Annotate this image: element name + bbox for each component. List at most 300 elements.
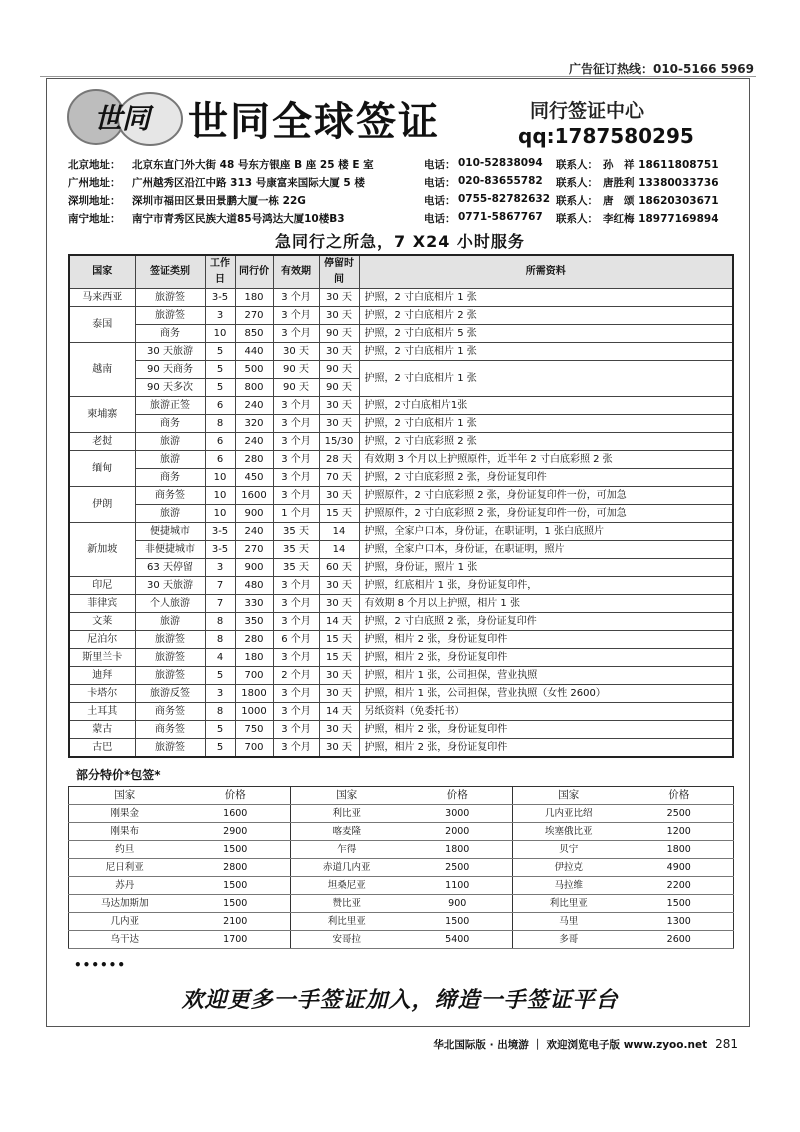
table-row <box>69 307 733 325</box>
logo-mark <box>66 86 184 148</box>
special-country: 埃塞俄比亚 <box>513 823 625 841</box>
service-slogan: 急同行之所急，7 X24 小时服务 <box>275 232 525 251</box>
cell-documents: 护照，2寸白底相片1张 <box>359 397 733 415</box>
cell-validity: 3 个月 <box>273 289 319 307</box>
cell-visa-type: 个人旅游 <box>135 595 205 613</box>
special-price: 3000 <box>403 805 513 823</box>
cell-visa-type: 旅游正签 <box>135 397 205 415</box>
cell-visa-type: 旅游签 <box>135 649 205 667</box>
logo-text: 世同 <box>93 102 151 135</box>
tel-label: 电话： <box>424 177 456 189</box>
table-row <box>69 685 733 703</box>
cell-price: 480 <box>235 577 273 595</box>
cell-documents: 护照原件，2 寸白底彩照 2 张，身份证复印件一份，可加急 <box>359 487 733 505</box>
table-row <box>69 721 733 739</box>
special-header-price-2: 价格 <box>403 787 513 805</box>
cell-documents: 另纸资料（免委托书） <box>359 703 733 721</box>
brand-name: 世同全球签证 <box>188 99 440 145</box>
cell-workdays: 3 <box>205 559 235 577</box>
cell-stay: 30 天 <box>319 577 359 595</box>
cell-visa-type: 63 天停留 <box>135 559 205 577</box>
cell-documents: 有效期 3 个月以上护照原件，近半年 2 寸白底彩照 2 张 <box>359 451 733 469</box>
cell-stay: 30 天 <box>319 721 359 739</box>
special-country: 伊拉克 <box>513 859 625 877</box>
table-row <box>69 433 733 451</box>
special-country: 马拉维 <box>513 877 625 895</box>
cell-workdays: 6 <box>205 397 235 415</box>
cell-documents: 护照，全家户口本，身份证，在职证明，1 张白底照片 <box>359 523 733 541</box>
special-country: 贝宁 <box>513 841 625 859</box>
special-offers-title: 部分特价*包签* <box>76 768 161 782</box>
header-workdays: 工作日 <box>205 255 235 289</box>
cell-stay: 30 天 <box>319 595 359 613</box>
cell-country: 土耳其 <box>69 703 135 721</box>
cell-price: 330 <box>235 595 273 613</box>
cell-country: 斯里兰卡 <box>69 649 135 667</box>
cell-visa-type: 旅游 <box>135 433 205 451</box>
table-row <box>69 805 734 823</box>
cell-price: 700 <box>235 739 273 758</box>
table-row <box>69 415 733 433</box>
cell-documents: 护照，相片 2 张，身份证复印件 <box>359 649 733 667</box>
cell-country: 尼泊尔 <box>69 631 135 649</box>
cell-documents: 护照，2 寸白底相片 1 张 <box>359 415 733 433</box>
special-price: 1500 <box>625 895 734 913</box>
special-price: 2500 <box>403 859 513 877</box>
address-line <box>68 211 758 228</box>
cell-price: 900 <box>235 559 273 577</box>
cell-country: 越南 <box>69 343 135 397</box>
cell-workdays: 3 <box>205 307 235 325</box>
table-row <box>69 841 734 859</box>
cell-workdays: 4 <box>205 649 235 667</box>
cell-country: 卡塔尔 <box>69 685 135 703</box>
special-country: 乍得 <box>291 841 403 859</box>
address-label: 广州地址： <box>68 177 121 189</box>
cell-visa-type: 30 天旅游 <box>135 343 205 361</box>
header-validity: 有效期 <box>273 255 319 289</box>
cell-visa-type: 旅游 <box>135 505 205 523</box>
special-country: 刚果布 <box>69 823 181 841</box>
cell-country: 缅甸 <box>69 451 135 487</box>
cell-workdays: 5 <box>205 343 235 361</box>
cell-validity: 3 个月 <box>273 451 319 469</box>
cell-stay: 15 天 <box>319 649 359 667</box>
special-header-country-1: 国家 <box>69 787 181 805</box>
cell-stay: 30 天 <box>319 343 359 361</box>
special-price: 1500 <box>181 841 291 859</box>
address-text: 北京东直门外大街 48 号东方银座 B 座 25 楼 E 室 <box>132 159 374 171</box>
cell-validity: 35 天 <box>273 559 319 577</box>
cell-validity: 3 个月 <box>273 307 319 325</box>
table-row <box>69 913 734 931</box>
cell-price: 450 <box>235 469 273 487</box>
cell-documents: 护照，相片 2 张，身份证复印件 <box>359 631 733 649</box>
cell-stay: 30 天 <box>319 415 359 433</box>
cell-country: 印尼 <box>69 577 135 595</box>
cell-visa-type: 30 天旅游 <box>135 577 205 595</box>
cell-documents: 护照，全家户口本，身份证，在职证明，照片 <box>359 541 733 559</box>
special-country: 坦桑尼亚 <box>291 877 403 895</box>
address-label: 南宁地址： <box>68 213 121 225</box>
cell-documents: 护照，红底相片 1 张，身份证复印件， <box>359 577 733 595</box>
special-header-country-2: 国家 <box>291 787 403 805</box>
table-row <box>69 343 733 361</box>
cell-visa-type: 商务 <box>135 469 205 487</box>
special-price: 1800 <box>403 841 513 859</box>
cell-stay: 70 天 <box>319 469 359 487</box>
page-number: 281 <box>715 1037 738 1051</box>
cell-documents: 护照原件，2 寸白底彩照 2 张，身份证复印件一份，可加急 <box>359 505 733 523</box>
contact-label: 联系人： <box>556 213 598 225</box>
table-row <box>69 559 733 577</box>
table-row <box>69 289 733 307</box>
cell-stay: 15 天 <box>319 631 359 649</box>
cell-stay: 30 天 <box>319 667 359 685</box>
cell-documents: 护照，相片 1 张，公司担保，营业执照（女性 2600） <box>359 685 733 703</box>
cell-price: 240 <box>235 397 273 415</box>
header-price: 同行价 <box>235 255 273 289</box>
cell-workdays: 5 <box>205 379 235 397</box>
header-stay: 停留时间 <box>319 255 359 289</box>
cell-stay: 14 天 <box>319 703 359 721</box>
contact-label: 联系人： <box>556 159 598 171</box>
cell-stay: 30 天 <box>319 307 359 325</box>
table-row <box>69 397 733 415</box>
cell-stay: 90 天 <box>319 361 359 379</box>
cell-workdays: 5 <box>205 667 235 685</box>
cell-visa-type: 便捷城市 <box>135 523 205 541</box>
special-country: 利比里亚 <box>291 913 403 931</box>
cell-validity: 3 个月 <box>273 739 319 758</box>
cell-validity: 3 个月 <box>273 649 319 667</box>
cell-workdays: 10 <box>205 487 235 505</box>
cell-stay: 30 天 <box>319 487 359 505</box>
contact-person: 李红梅 18977169894 <box>603 213 719 225</box>
cell-documents: 护照，2 寸白底彩照 2 张，身份证复印件 <box>359 469 733 487</box>
cell-validity: 2 个月 <box>273 667 319 685</box>
cell-documents: 护照，2 寸白底相片 1 张 <box>359 343 733 361</box>
special-country: 几内亚比绍 <box>513 805 625 823</box>
special-price: 1600 <box>181 805 291 823</box>
table-row <box>69 469 733 487</box>
cell-documents: 护照，2 寸白底照 2 张，身份证复印件 <box>359 613 733 631</box>
cell-workdays: 7 <box>205 595 235 613</box>
table-row <box>69 739 733 758</box>
cell-validity: 90 天 <box>273 361 319 379</box>
cell-country: 柬埔寨 <box>69 397 135 433</box>
special-country: 约旦 <box>69 841 181 859</box>
special-price: 2600 <box>625 931 734 949</box>
cell-price: 350 <box>235 613 273 631</box>
cell-stay: 14 <box>319 523 359 541</box>
special-country: 利比里亚 <box>513 895 625 913</box>
cell-country: 伊朗 <box>69 487 135 523</box>
cell-price: 800 <box>235 379 273 397</box>
special-price: 2000 <box>403 823 513 841</box>
contact-person: 唐 颂 18620303671 <box>603 195 719 207</box>
tel-number: 010-52838094 <box>458 157 543 169</box>
cell-workdays: 3 <box>205 685 235 703</box>
visa-table-header <box>69 255 733 289</box>
table-row <box>69 361 733 379</box>
table-row <box>69 895 734 913</box>
special-price: 2800 <box>181 859 291 877</box>
cell-validity: 3 个月 <box>273 685 319 703</box>
cell-visa-type: 旅游签 <box>135 289 205 307</box>
special-price: 2100 <box>181 913 291 931</box>
cell-validity: 3 个月 <box>273 613 319 631</box>
cell-price: 1800 <box>235 685 273 703</box>
address-text: 深圳市福田区景田景鹏大厦一栋 22G <box>132 195 306 207</box>
special-price: 2900 <box>181 823 291 841</box>
cell-workdays: 3-5 <box>205 523 235 541</box>
tel-number: 0771-5867767 <box>458 211 543 223</box>
cell-validity: 3 个月 <box>273 325 319 343</box>
cell-country: 新加坡 <box>69 523 135 577</box>
cell-price: 1000 <box>235 703 273 721</box>
cell-documents: 护照，2 寸白底相片 1 张 <box>359 361 733 397</box>
address-line <box>68 157 758 174</box>
cell-documents: 护照，身份证，照片 1 张 <box>359 559 733 577</box>
cell-visa-type: 旅游签 <box>135 739 205 758</box>
cell-documents: 护照，2 寸白底相片 5 张 <box>359 325 733 343</box>
cell-validity: 3 个月 <box>273 703 319 721</box>
table-row <box>69 703 733 721</box>
cell-visa-type: 旅游签 <box>135 631 205 649</box>
cell-documents: 护照，2 寸白底彩照 2 张 <box>359 433 733 451</box>
special-country: 马里 <box>513 913 625 931</box>
table-row <box>69 859 734 877</box>
cell-country: 泰国 <box>69 307 135 343</box>
visa-table <box>68 254 734 758</box>
table-row <box>69 649 733 667</box>
cell-price: 240 <box>235 523 273 541</box>
table-row <box>69 931 734 949</box>
special-country: 乌干达 <box>69 931 181 949</box>
cell-visa-type: 90 天多次 <box>135 379 205 397</box>
cell-country: 古巴 <box>69 739 135 758</box>
special-price: 2200 <box>625 877 734 895</box>
special-price: 1500 <box>181 877 291 895</box>
table-row <box>69 523 733 541</box>
cell-visa-type: 旅游签 <box>135 307 205 325</box>
cell-workdays: 8 <box>205 631 235 649</box>
cell-validity: 30 天 <box>273 343 319 361</box>
tel-number: 0755-82782632 <box>458 193 551 205</box>
special-price: 1800 <box>625 841 734 859</box>
cell-workdays: 8 <box>205 703 235 721</box>
table-row <box>69 823 734 841</box>
special-price: 900 <box>403 895 513 913</box>
cell-visa-type: 商务 <box>135 415 205 433</box>
cell-country: 菲律宾 <box>69 595 135 613</box>
special-header-country-3: 国家 <box>513 787 625 805</box>
cell-workdays: 10 <box>205 469 235 487</box>
cell-stay: 30 天 <box>319 397 359 415</box>
header-visa-type: 签证类别 <box>135 255 205 289</box>
table-row <box>69 595 733 613</box>
cell-validity: 90 天 <box>273 379 319 397</box>
cell-workdays: 6 <box>205 433 235 451</box>
cell-visa-type: 旅游反签 <box>135 685 205 703</box>
cell-validity: 3 个月 <box>273 487 319 505</box>
special-country: 尼日利亚 <box>69 859 181 877</box>
cell-country: 老挝 <box>69 433 135 451</box>
special-header <box>69 787 734 805</box>
cell-stay: 28 天 <box>319 451 359 469</box>
cell-price: 270 <box>235 307 273 325</box>
cell-validity: 3 个月 <box>273 397 319 415</box>
cell-workdays: 5 <box>205 361 235 379</box>
header-documents: 所需资料 <box>359 255 733 289</box>
special-country: 赤道几内亚 <box>291 859 403 877</box>
special-country: 苏丹 <box>69 877 181 895</box>
cell-documents: 护照，相片 2 张，身份证复印件 <box>359 739 733 758</box>
cell-visa-type: 商务 <box>135 325 205 343</box>
table-row <box>69 877 734 895</box>
cell-workdays: 3-5 <box>205 289 235 307</box>
table-row <box>69 631 733 649</box>
special-header-price-3: 价格 <box>625 787 734 805</box>
decorative-dots: •••••• <box>74 958 127 972</box>
cell-workdays: 8 <box>205 613 235 631</box>
cell-validity: 3 个月 <box>273 577 319 595</box>
cell-visa-type: 旅游 <box>135 451 205 469</box>
special-header-price-1: 价格 <box>181 787 291 805</box>
cell-visa-type: 旅游 <box>135 613 205 631</box>
cell-stay: 90 天 <box>319 325 359 343</box>
cell-validity: 1 个月 <box>273 505 319 523</box>
cell-workdays: 10 <box>205 505 235 523</box>
cell-documents: 有效期 8 个月以上护照，相片 1 张 <box>359 595 733 613</box>
special-price: 5400 <box>403 931 513 949</box>
cell-stay: 90 天 <box>319 379 359 397</box>
special-country: 喀麦隆 <box>291 823 403 841</box>
address-text: 广州越秀区沿江中路 313 号康富来国际大厦 5 楼 <box>132 177 365 189</box>
ad-hotline: 广告征订热线：010-5166 5969 <box>568 62 754 76</box>
cell-validity: 35 天 <box>273 523 319 541</box>
tel-label: 电话： <box>424 213 456 225</box>
cell-price: 900 <box>235 505 273 523</box>
cell-workdays: 7 <box>205 577 235 595</box>
cell-price: 270 <box>235 541 273 559</box>
closing-slogan: 欢迎更多一手签证加入，缔造一手签证平台 <box>181 988 619 1013</box>
cell-stay: 14 天 <box>319 613 359 631</box>
special-country: 利比亚 <box>291 805 403 823</box>
table-row <box>69 325 733 343</box>
cell-documents: 护照，相片 2 张，身份证复印件 <box>359 721 733 739</box>
cell-price: 320 <box>235 415 273 433</box>
address-line <box>68 175 758 192</box>
cell-validity: 3 个月 <box>273 469 319 487</box>
special-country: 刚果金 <box>69 805 181 823</box>
page-footer <box>433 1037 738 1052</box>
cell-validity: 35 天 <box>273 541 319 559</box>
cell-stay: 15 天 <box>319 505 359 523</box>
cell-stay: 14 <box>319 541 359 559</box>
cell-visa-type: 90 天商务 <box>135 361 205 379</box>
tel-number: 020-83655782 <box>458 175 543 187</box>
cell-price: 280 <box>235 631 273 649</box>
cell-workdays: 5 <box>205 739 235 758</box>
cell-documents: 护照，2 寸白底相片 1 张 <box>359 289 733 307</box>
contact-label: 联系人： <box>556 195 598 207</box>
cell-validity: 3 个月 <box>273 595 319 613</box>
cell-visa-type: 商务签 <box>135 487 205 505</box>
cell-stay: 15/30 <box>319 433 359 451</box>
table-row <box>69 451 733 469</box>
tel-label: 电话： <box>424 195 456 207</box>
center-title: 同行签证中心 <box>530 100 645 122</box>
contact-person: 孙 祥 18611808751 <box>603 159 719 171</box>
address-label: 北京地址： <box>68 159 121 171</box>
cell-price: 1600 <box>235 487 273 505</box>
cell-price: 240 <box>235 433 273 451</box>
cell-documents: 护照，2 寸白底相片 2 张 <box>359 307 733 325</box>
cell-price: 750 <box>235 721 273 739</box>
cell-price: 180 <box>235 289 273 307</box>
cell-stay: 30 天 <box>319 685 359 703</box>
special-price: 1500 <box>181 895 291 913</box>
cell-stay: 60 天 <box>319 559 359 577</box>
table-row <box>69 667 733 685</box>
cell-price: 500 <box>235 361 273 379</box>
table-row <box>69 577 733 595</box>
cell-validity: 6 个月 <box>273 631 319 649</box>
cell-price: 440 <box>235 343 273 361</box>
cell-visa-type: 商务签 <box>135 721 205 739</box>
address-label: 深圳地址： <box>68 195 121 207</box>
special-price: 1700 <box>181 931 291 949</box>
contact-label: 联系人： <box>556 177 598 189</box>
cell-stay: 30 天 <box>319 289 359 307</box>
cell-country: 文莱 <box>69 613 135 631</box>
cell-validity: 3 个月 <box>273 415 319 433</box>
cell-validity: 3 个月 <box>273 433 319 451</box>
table-row <box>69 487 733 505</box>
cell-visa-type: 旅游签 <box>135 667 205 685</box>
cell-price: 700 <box>235 667 273 685</box>
special-price: 1200 <box>625 823 734 841</box>
cell-price: 850 <box>235 325 273 343</box>
cell-workdays: 6 <box>205 451 235 469</box>
contact-person: 唐胜利 13380033736 <box>603 177 719 189</box>
top-divider <box>40 76 756 77</box>
special-country: 赞比亚 <box>291 895 403 913</box>
cell-workdays: 10 <box>205 325 235 343</box>
special-country: 安哥拉 <box>291 931 403 949</box>
address-text: 南宁市青秀区民族大道85号鸿达大厦10楼B3 <box>132 213 345 225</box>
cell-visa-type: 商务签 <box>135 703 205 721</box>
footer-text: 华北国际版 · 出境游 ｜ 欢迎浏览电子版 www.zyoo.net <box>433 1039 708 1051</box>
table-row <box>69 613 733 631</box>
tel-label: 电话： <box>424 159 456 171</box>
special-price: 1100 <box>403 877 513 895</box>
table-row <box>69 541 733 559</box>
qq-number: qq:1787580295 <box>518 124 694 148</box>
header-country: 国家 <box>69 255 135 289</box>
special-price: 1300 <box>625 913 734 931</box>
special-price: 2500 <box>625 805 734 823</box>
cell-workdays: 8 <box>205 415 235 433</box>
cell-validity: 3 个月 <box>273 721 319 739</box>
cell-country: 迪拜 <box>69 667 135 685</box>
cell-visa-type: 非便捷城市 <box>135 541 205 559</box>
cell-price: 280 <box>235 451 273 469</box>
special-country: 几内亚 <box>69 913 181 931</box>
special-price: 4900 <box>625 859 734 877</box>
